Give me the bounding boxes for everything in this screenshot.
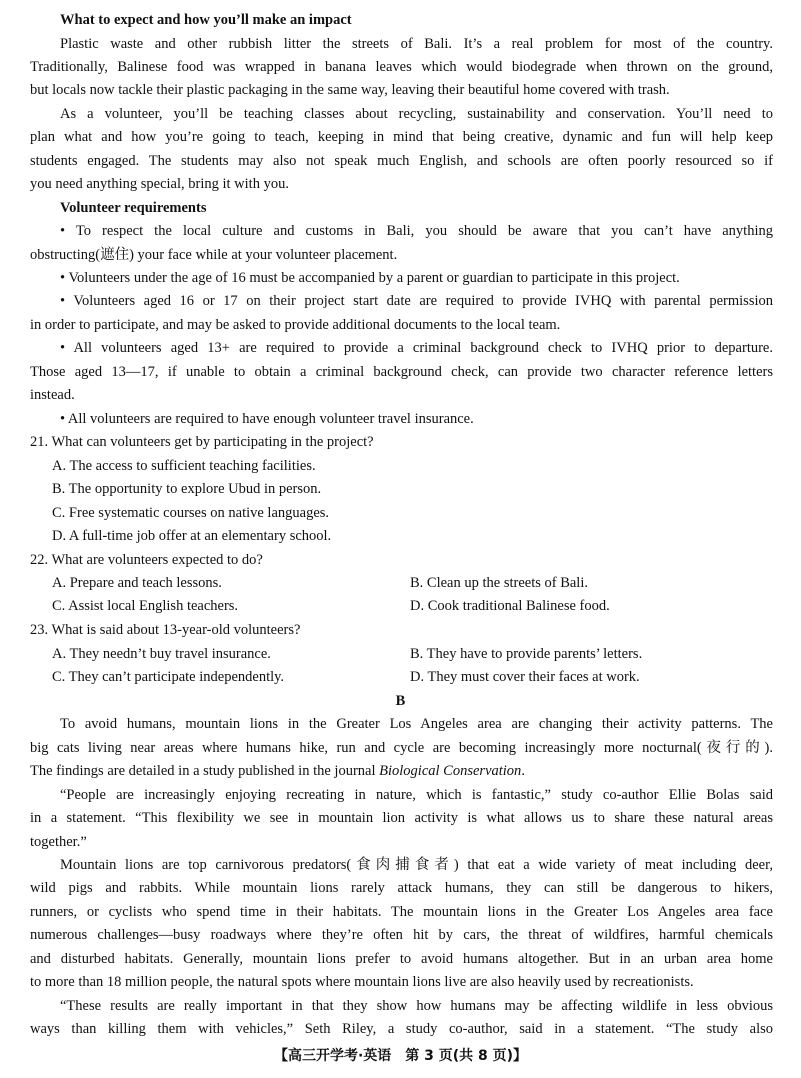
paragraph-line: ways than killing them with vehicles,” Seth Riley, a study co-author, said in a statement. “The study also <box>30 1021 773 1037</box>
paragraph-line: you need anything special, bring it with you. <box>30 176 289 192</box>
paragraph-line: numerous challenges—busy roadways where they’re often hit by cars, the threat of wildfires, harmful chemicals <box>30 927 773 943</box>
heading-volunteer-requirements: Volunteer requirements <box>60 200 207 216</box>
requirement-line: in order to participate, and may be asked to provide additional documents to the local team. <box>30 317 561 333</box>
journal-name: Biological Conservation <box>379 763 522 779</box>
paragraph-line: wild pigs and rabbits. While mountain lions rarely attack humans, they can still be dangerous to hikers, <box>30 880 773 896</box>
question-23-option-b: B. They have to provide parents’ letters. <box>410 646 643 662</box>
section-b-label: B <box>395 693 406 709</box>
requirement-line: • Volunteers aged 16 or 17 on their project start date are required to provide IVHQ with parental permission <box>60 293 773 309</box>
question-21-option-d: D. A full-time job offer at an elementary school. <box>52 528 332 544</box>
question-23-stem: 23. What is said about 13-year-old volunteers? <box>30 622 301 638</box>
requirement-line: obstructing(遮住) your face while at your volunteer placement. <box>30 247 398 263</box>
paragraph-line: students engaged. The students may also not speak much English, and schools are often poorly resourced so if <box>30 153 773 169</box>
question-22-option-b: B. Clean up the streets of Bali. <box>410 575 588 591</box>
question-21-stem: 21. What can volunteers get by participating in the project? <box>30 434 374 450</box>
question-23-option-a: A. They needn’t buy travel insurance. <box>52 646 271 662</box>
requirement-line: Those aged 13—17, if unable to obtain a criminal background check, can provide two character reference letters <box>30 364 773 380</box>
requirement-line: • All volunteers aged 13+ are required to provide a criminal background check to IVHQ prior to departure. <box>60 340 773 356</box>
paragraph-line: Traditionally, Balinese food was wrapped in banana leaves which would biodegrade when thrown on the ground, <box>30 59 773 75</box>
paragraph-line: in a statement. “This flexibility we see in mountain lion activity is what allows us to share these natural areas <box>30 810 773 826</box>
paragraph-line: together.” <box>30 834 87 850</box>
question-21-option-c: C. Free systematic courses on native languages. <box>52 505 330 521</box>
paragraph-line: To avoid humans, mountain lions in the Greater Los Angeles area are changing their activity patterns. The <box>60 716 773 732</box>
question-22-option-d: D. Cook traditional Balinese food. <box>410 598 610 614</box>
heading-what-to-expect: What to expect and how you’ll make an impact <box>60 12 352 28</box>
requirement-line: • To respect the local culture and customs in Bali, you should be aware that you can’t have anything <box>60 223 773 239</box>
question-22-option-c: C. Assist local English teachers. <box>52 598 239 614</box>
question-22-option-a: A. Prepare and teach lessons. <box>52 575 222 591</box>
question-21-option-a: A. The access to sufficient teaching facilities. <box>52 458 316 474</box>
paragraph-line: to more than 18 million people, the natural spots where mountain lions live are also heavily used by recreationists. <box>30 974 694 990</box>
requirement-line: • Volunteers under the age of 16 must be accompanied by a parent or guardian to participate in this project. <box>60 270 680 286</box>
requirement-line: instead. <box>30 387 75 403</box>
paragraph-line: Plastic waste and other rubbish litter the streets of Bali. It’s a real problem for most of the country. <box>60 36 773 52</box>
page-footer: 【高三开学考·英语 第 3 页(共 8 页)】 <box>273 1048 528 1064</box>
question-21-option-b: B. The opportunity to explore Ubud in person. <box>52 481 322 497</box>
question-22-stem: 22. What are volunteers expected to do? <box>30 552 263 568</box>
paragraph-line: “These results are really important in that they show how humans may be affecting wildlife in less obvious <box>60 998 773 1014</box>
period: . <box>521 763 525 779</box>
paragraph-line: runners, or cyclists who spend time in their habitats. The mountain lions in the Greater Los Angeles area face <box>30 904 773 920</box>
paragraph-line: big cats living near areas where humans hike, run and cycle are becoming increasingly more nocturnal(夜行的). <box>30 740 773 756</box>
paragraph-line: plan what and how you’re going to teach, keeping in mind that being creative, dynamic and fun will help keep <box>30 129 773 145</box>
paragraph-line <box>30 760 773 783</box>
question-23-option-d: D. They must cover their faces at work. <box>410 669 640 685</box>
paragraph-text: The findings are detailed in a study published in the journal <box>30 763 380 779</box>
paragraph-line: but locals now tackle their plastic packaging in the same way, leaving their beautiful home covered with trash. <box>30 82 670 98</box>
paragraph-line: “People are increasingly enjoying recreating in nature, which is fantastic,” study co-author Ellie Bolas said <box>60 787 773 803</box>
paragraph-line: and disturbed habitats. Generally, mountain lions prefer to avoid humans altogether. But in an urban area home <box>30 951 773 967</box>
paragraph-line: Mountain lions are top carnivorous predators(食肉捕食者) that eat a wide variety of meat including deer, <box>60 857 773 873</box>
question-23-option-c: C. They can’t participate independently. <box>52 669 285 685</box>
paragraph-line: As a volunteer, you’ll be teaching classes about recycling, sustainability and conservation. You’ll need to <box>60 106 773 122</box>
requirement-line: • All volunteers are required to have enough volunteer travel insurance. <box>60 411 474 427</box>
